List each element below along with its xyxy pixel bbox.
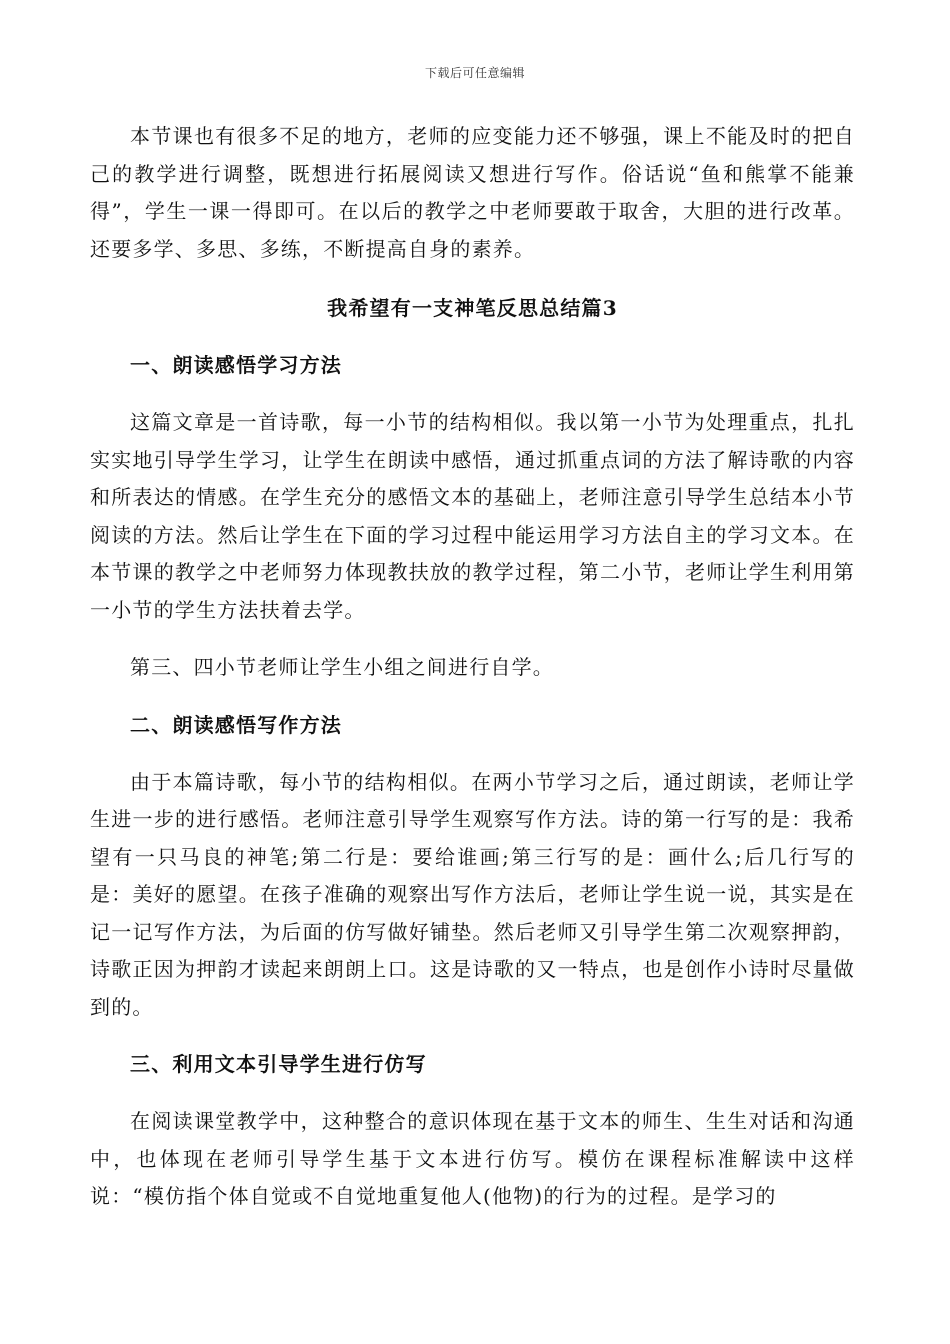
- document-body: [90, 118, 855, 1216]
- header-note: 下载后可任意编辑: [424, 66, 525, 80]
- paragraph-reflection: 本节课也有很多不足的地方，老师的应变能力还不够强，课上不能及时的把自己的教学进行调整，既想进行拓展阅读又想进行写作。俗话说“鱼和熊掌不能兼得”，学生一课一得即可。在以后的教学之中老师要敢于取舍，大胆的进行改革。还要多学、多思、多练，不断提高自身的素养。: [90, 124, 855, 261]
- section-title: 我希望有一支神笔反思总结篇3: [327, 296, 618, 320]
- heading-imitation-writing: 三、利用文本引导学生进行仿写: [130, 1052, 427, 1076]
- heading-reading-method: 一、朗读感悟学习方法: [130, 353, 342, 377]
- paragraph-imitation-writing: 在阅读课堂教学中，这种整合的意识体现在基于文本的师生、生生对话和沟通中，也体现在老师引导学生基于文本进行仿写。模仿在课程标准解读中这样说：“模仿指个体自觉或不自觉地重复他人(他物)的行为的过程。是学习的: [90, 1109, 855, 1208]
- paragraph-writing-method: 由于本篇诗歌，每小节的结构相似。在两小节学习之后，通过朗读，老师让学生进一步的进行感悟。老师注意引导学生观察写作方法。诗的第一行写的是：我希望有一只马良的神笔;第二行是：要给谁画;第三行写的是：画什么;后几行写的是：美好的愿望。在孩子准确的观察出写作方法后，老师让学生说一说，其实是在记一记写作方法，为后面的仿写做好铺垫。然后老师又引导学生第二次观察押韵，诗歌正因为押韵才读起来朗朗上口。这是诗歌的又一特点，也是创作小诗时尽量做到的。: [90, 769, 855, 1019]
- paragraph-reading-method: 这篇文章是一首诗歌，每一小节的结构相似。我以第一小节为处理重点，扎扎实实地引导学生学习，让学生在朗读中感悟，通过抓重点词的方法了解诗歌的内容和所表达的情感。在学生充分的感悟文本的基础上，老师注意引导学生总结本小节阅读的方法。然后让学生在下面的学习过程中能运用学习方法自主的学习文本。在本节课的教学之中老师努力体现教扶放的教学过程，第二小节，老师让学生利用第一小节的学生方法扶着去学。: [90, 410, 855, 622]
- paragraph-group-study: 第三、四小节老师让学生小组之间进行自学。: [130, 655, 554, 679]
- heading-writing-method: 二、朗读感悟写作方法: [130, 712, 342, 737]
